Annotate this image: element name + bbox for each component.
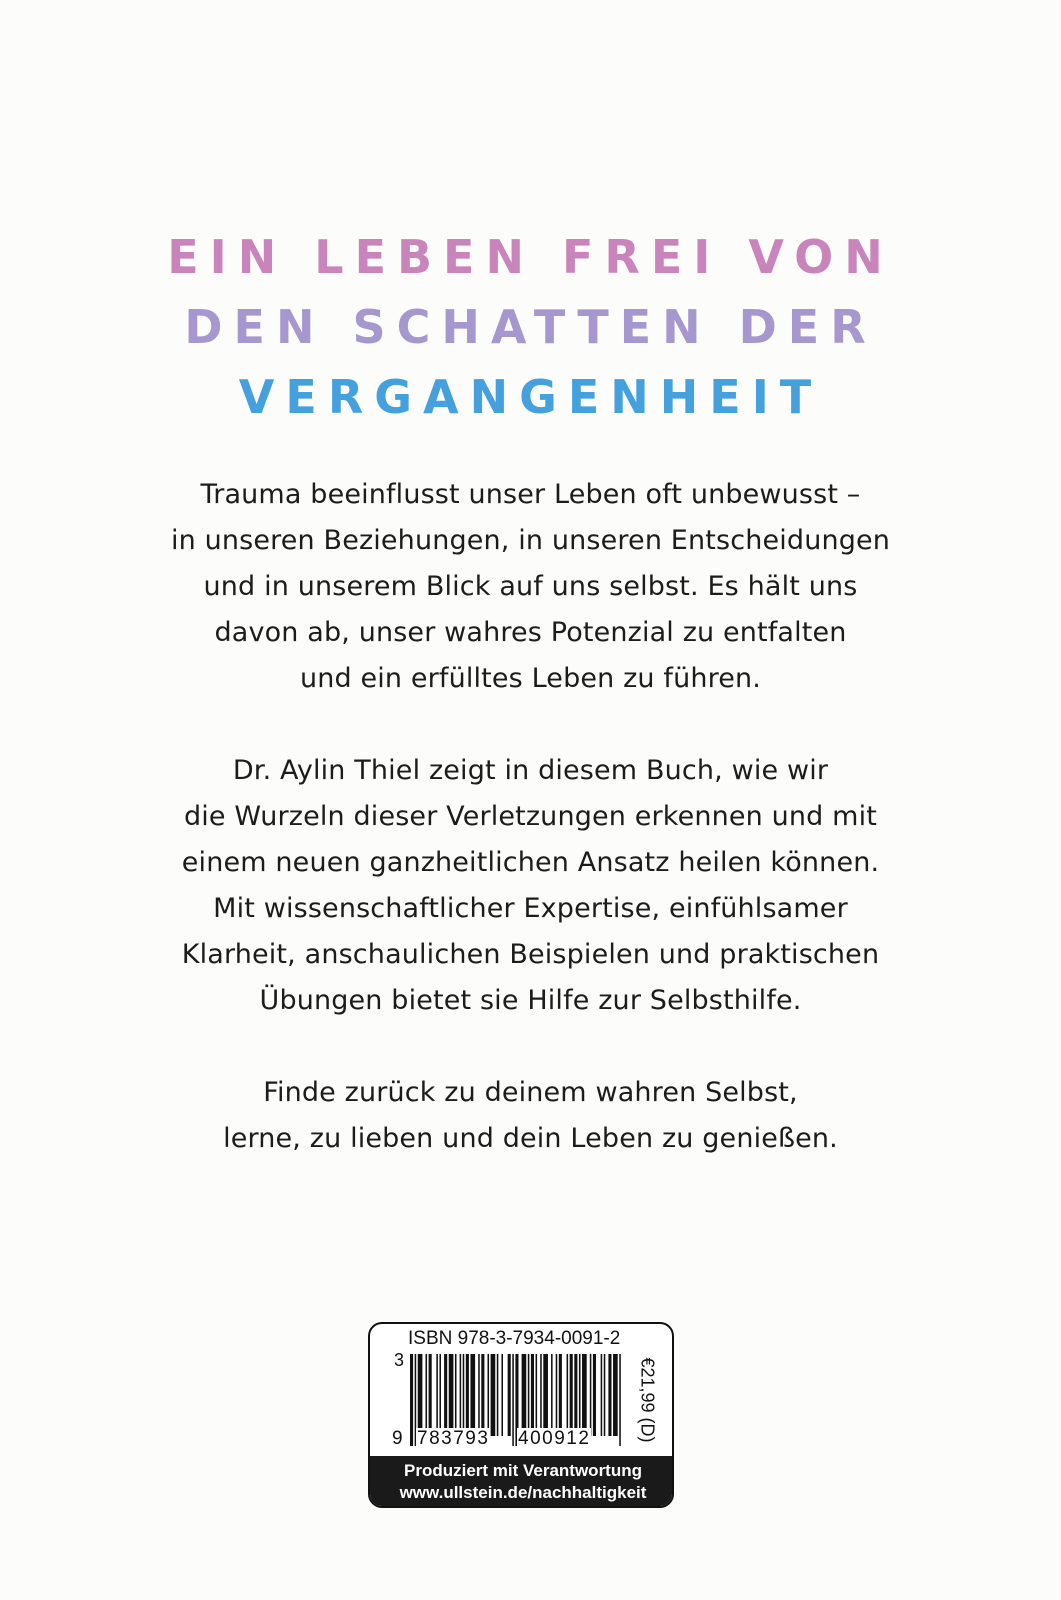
text-line: in unseren Beziehungen, in unseren Entscheidungen <box>170 525 891 556</box>
sustainability-band <box>370 1456 674 1508</box>
barcode-bar <box>439 1354 441 1436</box>
barcode-bar <box>488 1354 490 1436</box>
text-line: Trauma beeinflusst unser Leben oft unbewusst – <box>200 479 861 510</box>
text-line: und in unserem Blick auf uns selbst. Es hält uns <box>203 571 858 602</box>
barcode-prefix-digit: 3 <box>394 1350 405 1370</box>
isbn-text: ISBN 978-3-7934-0091-2 <box>408 1328 621 1349</box>
barcode-bar <box>559 1354 562 1436</box>
barcode-bar <box>463 1354 465 1436</box>
text-line: Mit wissenschaftlicher Expertise, einfühlsamer <box>213 893 848 924</box>
barcode-bar <box>501 1354 503 1436</box>
blurb <box>0 472 1061 1208</box>
text-line: Übungen bietet sie Hilfe zur Selbsthilfe. <box>259 985 802 1016</box>
blurb-paragraph-2 <box>0 748 1061 1024</box>
barcode-first-digit: 9 <box>392 1428 403 1449</box>
barcode-bar <box>478 1354 480 1436</box>
barcode-bar <box>491 1354 496 1436</box>
blurb-paragraph-3 <box>0 1070 1061 1162</box>
sustainability-line-2: www.ullstein.de/nachhaltigkeit <box>399 1483 647 1502</box>
text-line: Klarheit, anschaulichen Beispielen und praktischen <box>181 939 880 970</box>
barcode-bar <box>590 1354 592 1436</box>
barcode-bar <box>601 1354 603 1436</box>
text-line: lerne, zu lieben und dein Leben zu genießen. <box>223 1123 838 1154</box>
barcode-bar <box>619 1354 621 1446</box>
back-cover-heading <box>0 222 1061 432</box>
barcode-digits-left: 783793 <box>417 1428 490 1449</box>
barcode-bar <box>444 1354 447 1436</box>
barcode-bar <box>481 1354 484 1436</box>
price-text: €21,99 (D) <box>637 1357 658 1443</box>
barcode-bar <box>582 1354 587 1436</box>
barcode-bar <box>497 1354 499 1436</box>
barcode-bar <box>522 1354 527 1436</box>
barcode-digits-right: 400912 <box>518 1428 591 1449</box>
barcode-bar <box>556 1354 558 1436</box>
blurb-paragraph-1 <box>0 472 1061 702</box>
barcode-bar <box>536 1354 538 1436</box>
barcode-bar <box>426 1354 428 1436</box>
text-line: einem neuen ganzheitlichen Ansatz heilen können. <box>181 847 880 878</box>
barcode-bar <box>604 1354 606 1436</box>
barcode-bar <box>436 1354 438 1436</box>
barcode-bar <box>531 1354 534 1436</box>
barcode-bar <box>540 1354 542 1436</box>
heading-line-1: EIN LEBEN FREI VON <box>167 230 894 284</box>
barcode-bar <box>574 1354 577 1436</box>
barcode-bar <box>470 1354 475 1436</box>
barcode-bar <box>613 1354 618 1436</box>
barcode-bar <box>543 1354 548 1436</box>
sustainability-line-1: Produziert mit Verantwortung <box>403 1461 643 1480</box>
barcode-bar <box>418 1354 423 1436</box>
barcode-bar <box>593 1354 596 1436</box>
barcode-bar <box>570 1354 573 1436</box>
barcode-bar <box>410 1354 413 1446</box>
barcode-bar <box>460 1354 462 1436</box>
text-line: Dr. Aylin Thiel zeigt in diesem Buch, wie wir <box>232 755 829 786</box>
barcode-bar <box>528 1354 530 1436</box>
barcode-bar <box>608 1354 611 1436</box>
price-label <box>627 1350 667 1450</box>
barcode-label <box>368 1322 674 1508</box>
text-line: und ein erfülltes Leben zu führen. <box>299 663 762 694</box>
heading-line-3: VERGANGENHEIT <box>238 370 823 424</box>
barcode-bar <box>508 1354 511 1436</box>
text-line: die Wurzeln dieser Verletzungen erkennen und mit <box>183 801 878 832</box>
text-line: davon ab, unser wahres Potenzial zu entfalten <box>214 617 847 648</box>
text-line: Finde zurück zu deinem wahren Selbst, <box>263 1077 798 1108</box>
barcode-bar <box>455 1354 457 1436</box>
barcode-bar <box>466 1354 469 1436</box>
heading-line-2: DEN SCHATTEN DER <box>184 300 877 354</box>
barcode-bar <box>567 1354 569 1436</box>
barcode-bar <box>512 1354 514 1446</box>
barcode-bar <box>551 1354 553 1436</box>
barcode-bar <box>429 1354 432 1436</box>
barcode-bar <box>579 1354 581 1436</box>
barcode-bar <box>449 1354 454 1436</box>
